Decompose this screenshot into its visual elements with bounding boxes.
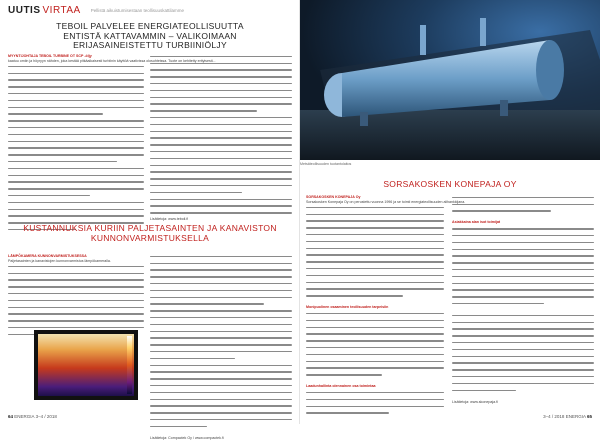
article1-lead: MYYNTIJOHTAJA TEBOIL TURBINE OT SCP -öljy [8, 54, 92, 58]
right-issue: 3–4 / 2018 [543, 414, 565, 419]
article3-col-1 [306, 195, 466, 413]
article1-col-1 [8, 54, 216, 204]
right-page-number: 65 [586, 414, 592, 419]
right-publication: ENERGIA [565, 414, 586, 419]
article3-title [300, 180, 600, 190]
article1-title-line-1: TEBOIL PALVELEE ENERGIATEOLLISUUTTA [56, 21, 244, 31]
article2-col-2 [150, 254, 292, 440]
thermal-heatmap [38, 334, 134, 396]
article3-body-intro: Sorsakosken Konepaja Oy on perustettu vuonna 1996 ja se toimii energiateollisuuden alihankkijana. [306, 200, 466, 204]
article1-credit: Lisätietoja: www.teboil.fi [150, 217, 189, 222]
article2-lead: LÄMPÖKAMERA KUNNONVARMISTUKSESSA [8, 254, 87, 258]
section-header [8, 4, 184, 16]
steam-drum-illustration [300, 0, 600, 160]
article1-title-line-3: ERIJASAINEISTETTU TURBIINIÖLJY [73, 40, 227, 50]
article3-title-text: SORSAKOSKEN KONEPAJA OY [383, 179, 517, 189]
article3-col-2 [452, 195, 594, 413]
photo-caption: Metsäteollisuuden tuotantolaitos [300, 162, 352, 166]
article3-lead: SORSAKOSKEN KONEPAJA Oy [306, 195, 361, 199]
article3-subheading-3: Laadunhallinta olennainen osa toimintaa [306, 384, 376, 389]
article3-subheading-1: Asiakkaina alan isot toimijat [452, 220, 501, 225]
article1-title-line-2: ENTISTÄ KATTAVAMMIN – VALIKOIMAAN [63, 30, 237, 41]
article2-title-line-2: KUNNONVARMISTUKSELLA [90, 232, 210, 243]
thermal-scale-bar [127, 336, 132, 394]
thermal-camera-image [34, 330, 138, 400]
article2-title-line-1: KUSTANNUKSIA KURIIN PALJETASAINTEN JA KANAVISTON [23, 223, 277, 233]
left-publication: ENERGIA [14, 414, 35, 419]
right-footer [543, 414, 592, 419]
article1-body-intro: kaatuu omiin ja höyryyn nähden, joka kestää pitkäaikaisesti turbiinin käyttöä vaativissa olosuhteissa. Tuote on kehitetty erityisesti... [8, 59, 216, 63]
left-page [0, 0, 300, 440]
section-label-accent: VIRTAA [42, 4, 81, 16]
article2-title [6, 224, 294, 243]
article3-subheading-2: Monipuolinen osaaminen teollisuuden tarpeisiin [306, 305, 389, 310]
section-label-bold: UUTIS [8, 4, 41, 16]
left-page-number: 64 [8, 414, 14, 419]
article1-col-2 [150, 54, 292, 222]
header-note: Pellistä aikuistumisestaan teollisuuskattilamme [90, 7, 184, 13]
article2-body-intro: Paljetasainten ja kanavistojen kunnonvarmistus lämpökameralla. [8, 259, 111, 263]
left-issue: 3–4 / 2018 [35, 414, 57, 419]
article2-col-1 [8, 254, 144, 328]
industrial-photo [300, 0, 600, 160]
article2-credit: Lisätietoja: Compactek Oy / www.compactek.fi [150, 435, 224, 440]
left-footer [8, 414, 57, 419]
article1-title [18, 22, 282, 51]
article3-credit: Lisätietoja: www.skonepaja.fi [452, 399, 498, 404]
